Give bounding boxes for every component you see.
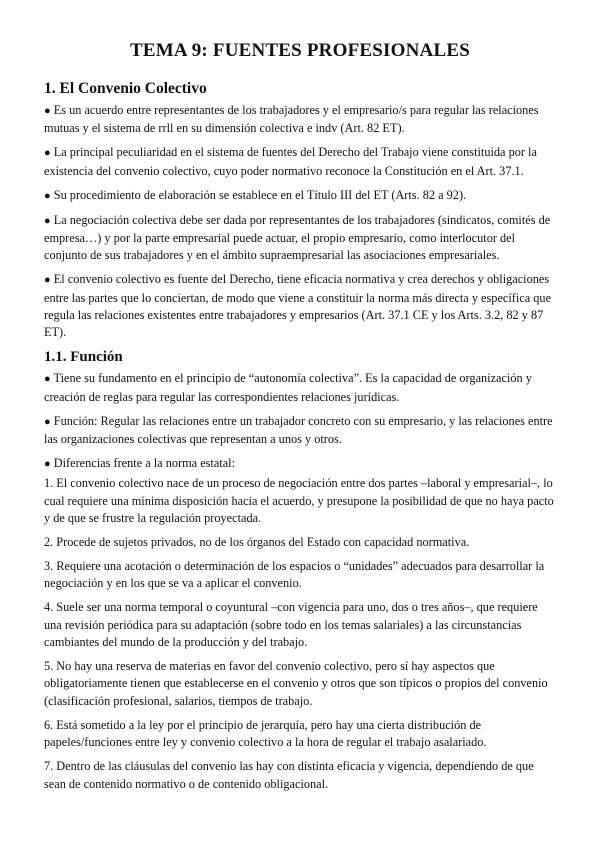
bullet-paragraph: ● Es un acuerdo entre representantes de los trabajadores y el empresario/s para regular las relaciones mutuas y el sistema de rrll en su dimensión colectiva e indv (Art. 82 ET). (44, 103, 539, 136)
bullet-paragraph: ● Función: Regular las relaciones entre un trabajador concreto con su empresario, y las relaciones entre las organizaciones colectivas que representan a unos y otros. (44, 413, 553, 447)
numbered-item: 2. Procede de sujetos privados, no de los órganos del Estado con capacidad normativa. (44, 535, 470, 550)
bullet-paragraph: ● La principal peculiaridad en el sistema de fuentes del Derecho del Trabajo viene constituida por la existencia del convenio colectivo, cuyo poder normativo reconoce la Constitución en el Art. 37.1. (44, 145, 537, 178)
numbered-item: 5. No hay una reserva de materias en favor del convenio colectivo, pero sí hay aspectos que obligatoriamente tienen que establecerse en el convenio y otros que son típicos o propios del convenio (clasificación profesional, salarios, tiempos de trabajo. (44, 659, 548, 708)
bullet-paragraph: ● Diferencias frente a la norma estatal: (44, 456, 236, 470)
bullet-icon: ● (44, 214, 51, 227)
numbered-item: 4. Suele ser una norma temporal o coyuntural –con vigencia para uno, dos o tres años–, que requiere una revisión periódica para su adaptación (sobre todo en los temas salariales) a las circunstancias cambiantes del mundo de la producción y del trabajo. (44, 600, 538, 650)
numbered-item: 6. Está sometido a la ley por el principio de jerarquía, pero hay una cierta distribución de papeles/funciones entre ley y convenio colectivo a la hora de regular el trabajo asalariado. (44, 717, 487, 750)
bullet-paragraph: ● El convenio colectivo es fuente del Derecho, tiene eficacia normativa y crea derechos y obligaciones entre las partes que lo conciertan, de modo que viene a constituir la norma más directa y específica que regula las relaciones existentes entre trabajadores y empresarios (Art. 37.1 CE y los Arts. 3.2, 82 y 87 ET). (44, 272, 552, 340)
bullet-paragraph: ● Tiene su fundamento en el principio de “autonomía colectiva”. Es la capacidad de organización y creación de reglas para regular las correspondientes relaciones jurídicas. (44, 371, 532, 404)
numbered-item: 7. Dentro de las cláusulas del convenio las hay con distinta eficacia y vigencia, dependiendo de que sean de contenido normativo o de contenido obligacional. (44, 759, 534, 791)
bullet-icon: ● (44, 105, 51, 117)
page-title: TEMA 9: FUENTES PROFESIONALES (130, 40, 470, 61)
bullet-icon: ● (44, 415, 51, 428)
bullet-paragraph: ● La negociación colectiva debe ser dada por representantes de los trabajadores (sindicatos, comités de empresa…) y por la parte empresarial puede actuar, el propio empresario, como interlocutor del conjunto de sus trabajadores y en el ámbito supraempresarial las asociaciones empresariales. (44, 212, 551, 263)
numbered-item: 3. Requiere una acotación o determinación de los espacios o “unidades” adecuados para desarrollar la negociación y en los que se va a aplicar el convenio. (44, 559, 545, 591)
bullet-icon: ● (44, 458, 51, 470)
bullet-icon: ● (44, 373, 51, 386)
numbered-item: 1. El convenio colectivo nace de un proceso de negociación entre dos partes –laboral y empresarial–, lo cual requiere una mínima disposición hacia el acuerdo, y presupone la posibilidad de que no haya pacto y de que se frustre la regulación proyectada. (44, 476, 554, 526)
section-heading-funcion: 1.1. Función (44, 349, 123, 366)
section-heading-convenio: 1. El Convenio Colectivo (44, 80, 207, 97)
bullet-paragraph: ● Su procedimiento de elaboración se establece en el Título III del ET (Arts. 82 a 92). (44, 187, 467, 202)
bullet-icon: ● (44, 189, 51, 202)
bullet-icon: ● (44, 274, 51, 287)
bullet-icon: ● (44, 147, 51, 160)
